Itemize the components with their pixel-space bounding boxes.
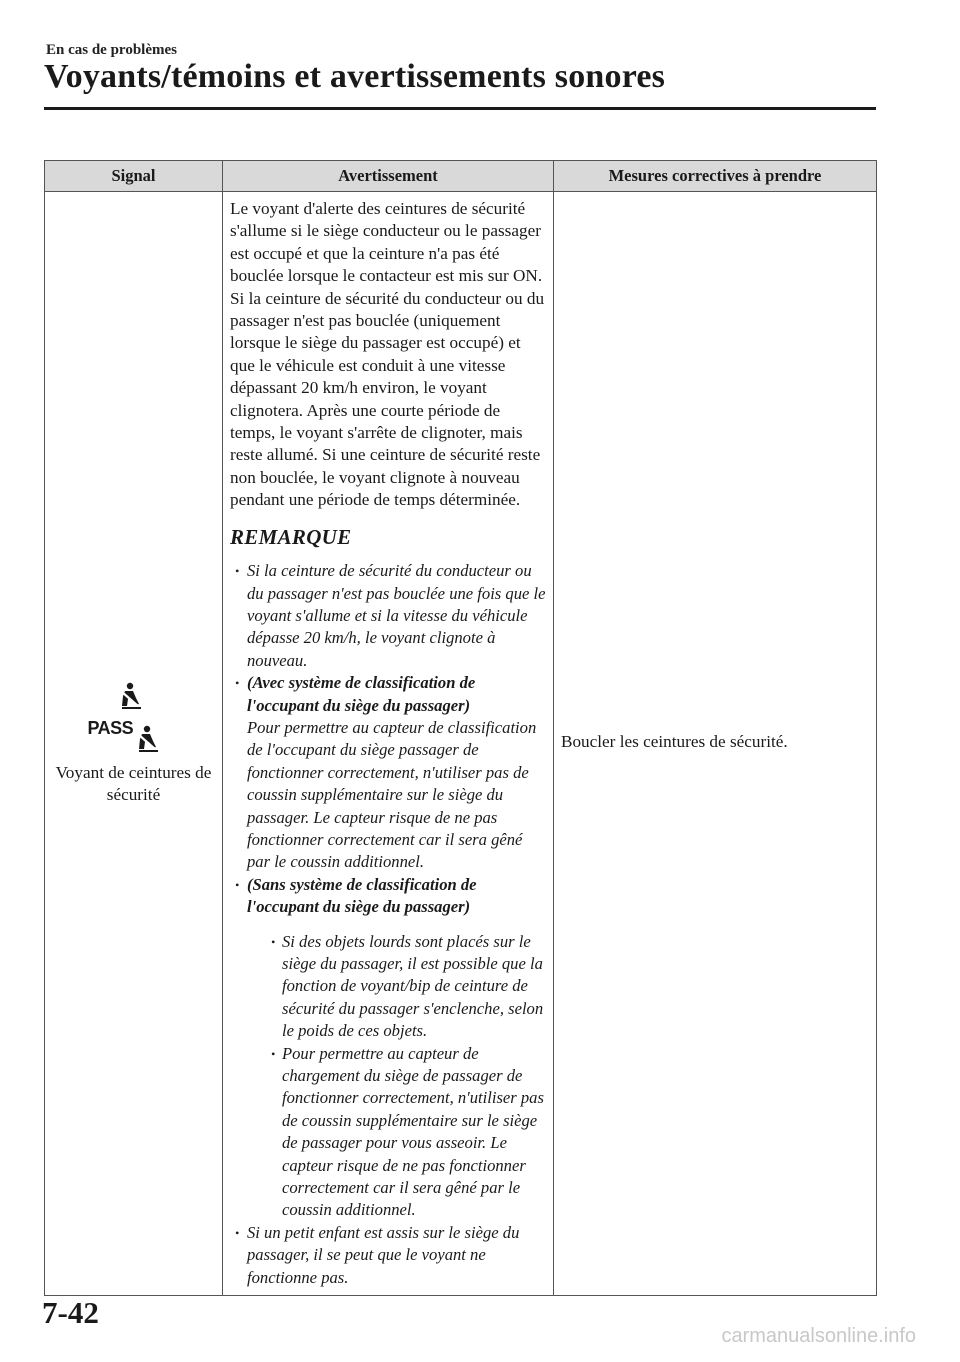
corrective-action: Boucler les ceintures de sécurité. [561, 732, 788, 752]
list-item [230, 1222, 549, 1289]
list-item [267, 931, 549, 1043]
column-header-action: Mesures correctives à prendre [554, 161, 877, 192]
note-heading: • (Sans système de classification de l'occupant du siège du passager) [247, 874, 477, 917]
warning-paragraph-2: Si la ceinture de sécurité du conducteur ou du passager n'est pas bouclée (uniquement lorsque le siège du passager est occupé) et que le véhicule est conduit à une vitesse dépassant 20 km/h environ, le voyant clignotera. Après une courte période de temps, le voyant s'arrête de clignoter, mais reste allumé. Si une ceinture de sécurité reste non bouclée, le voyant clignote à nouveau pendant une période de temps déterminée. [230, 288, 545, 510]
list-item [230, 672, 549, 874]
signals-table [44, 160, 877, 1296]
sub-note-text: Si des objets lourds sont placés sur le siège du passager, il est possible que la fonction de voyant/bip de ceinture de sécurité du passager s'enclenche, selon le poids de ces objets. [282, 931, 544, 1041]
note-heading: • (Avec système de classification de l'occupant du siège du passager) [247, 673, 476, 715]
signal-icons [86, 681, 182, 755]
table-row [45, 192, 877, 1296]
list-item [267, 1043, 549, 1222]
action-cell [554, 192, 877, 1296]
signal-caption: Voyant de ceintures de sécurité [55, 762, 212, 804]
page-number: 7-42 [42, 1295, 99, 1330]
seatbelt-warning-icon [117, 682, 143, 710]
watermark: carmanualsonline.info [721, 1325, 916, 1347]
note-text: Si la ceinture de sécurité du conducteur ou du passager n'est pas bouclée une fois que le voyant s'allume et si la vitesse du véhicule dépasse 20 km/h, le voyant clignote à nouveau. [247, 561, 546, 670]
sub-note-text: Pour permettre au capteur de chargement du siège de passager de fonctionner correctement, n'utiliser pas de coussin supplémentaire sur le siège de passager pour vous asseoir. Le capteur risque de ne pas fonctionner correctement car il sera gêné par le coussin additionnel. [282, 1043, 544, 1220]
list-item [230, 874, 549, 1222]
column-header-signal: Signal [45, 161, 223, 192]
title-rule [44, 107, 876, 110]
column-header-warning: Avertissement [223, 161, 554, 192]
remarque-list [230, 560, 549, 1289]
table-header-row [45, 161, 877, 192]
sub-list [247, 931, 549, 1222]
warning-paragraph-1: Le voyant d'alerte des ceintures de sécurité s'allume si le siège conducteur ou le passager est occupé et que la ceinture n'a pas été bouclée lorsque le contacteur est mis sur ON. [230, 199, 543, 286]
remarque-heading: REMARQUE [230, 524, 352, 549]
section-label: En cas de problèmes [46, 42, 177, 58]
page-title: Voyants/témoins et avertissements sonores [44, 58, 666, 95]
signal-cell [45, 192, 223, 1296]
pass-label: PASS [87, 718, 134, 739]
pass-seatbelt-warning-icon [134, 725, 160, 753]
note-text: Pour permettre au capteur de classification de l'occupant du siège passager de fonctionner correctement, n'utiliser pas de coussin supplémentaire sur le siège du passager. Le capteur risque de ne pas fonctionner correctement car il sera gêné par le coussin additionnel. [247, 717, 537, 872]
list-item [230, 560, 549, 672]
note-text: Si un petit enfant est assis sur le siège du passager, il se peut que le voyant ne fonctionne pas. [247, 1222, 520, 1287]
warning-cell [223, 192, 554, 1296]
